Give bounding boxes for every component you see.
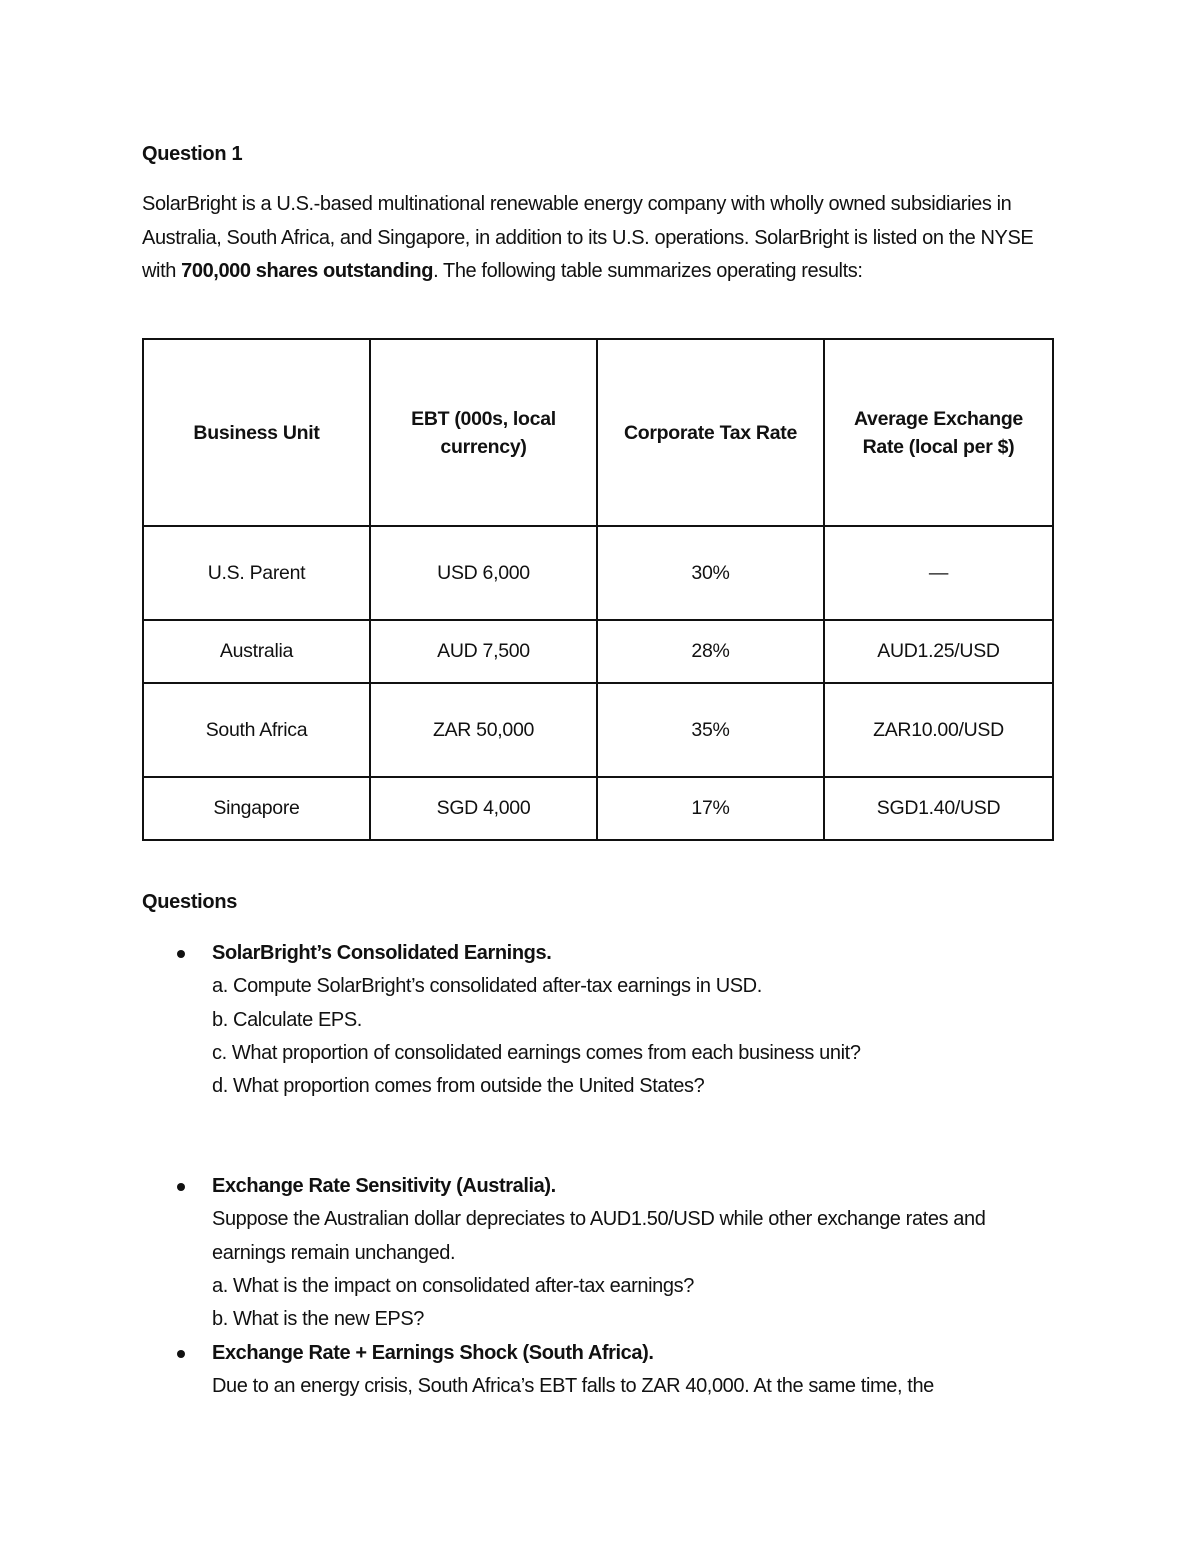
question-line: b. What is the new EPS? (212, 1308, 425, 1331)
cell-ebt: ZAR 50,000 (370, 683, 597, 777)
header-business-unit: Business Unit (143, 339, 370, 526)
bullet-icon (177, 1183, 185, 1191)
table-header-row (143, 339, 1053, 526)
question-line: Due to an energy crisis, South Africa’s EBT falls to ZAR 40,000. At the same time, the (212, 1375, 934, 1398)
cell-tax: 30% (597, 526, 824, 620)
cell-fx: AUD1.25/USD (824, 620, 1053, 683)
cell-ebt: SGD 4,000 (370, 777, 597, 840)
bullet-icon (177, 1350, 185, 1358)
cell-tax: 35% (597, 683, 824, 777)
cell-fx: SGD1.40/USD (824, 777, 1053, 840)
question-line: d. What proportion comes from outside the United States? (212, 1075, 705, 1098)
cell-unit: Singapore (143, 777, 370, 840)
question-line: Suppose the Australian dollar depreciates to AUD1.50/USD while other exchange rates and earnings remain unchanged. (212, 1208, 986, 1264)
question-list-item (142, 937, 1052, 1103)
question-line: a. What is the impact on consolidated after-tax earnings? (212, 1274, 694, 1297)
question-line: b. Calculate EPS. (212, 1008, 362, 1031)
cell-unit: Australia (143, 620, 370, 683)
table-row (143, 620, 1053, 683)
table-row (143, 777, 1053, 840)
intro-text-2: . The following table summarizes operating results: (433, 260, 863, 282)
table-row (143, 526, 1053, 620)
cell-tax: 17% (597, 777, 824, 840)
cell-tax: 28% (597, 620, 824, 683)
questions-heading: Questions (142, 891, 238, 913)
question-list-item (142, 1337, 1052, 1404)
header-tax-rate: Corporate Tax Rate (597, 339, 824, 526)
question-heading: Exchange Rate Sensitivity (Australia). (212, 1175, 556, 1197)
cell-fx: — (824, 526, 1053, 620)
header-ebt: EBT (000s, local currency) (370, 339, 597, 526)
question-title: Question 1 (142, 143, 243, 165)
question-line: a. Compute SolarBright’s consolidated after-tax earnings in USD. (212, 975, 762, 998)
operating-results-table (142, 338, 1054, 841)
cell-unit: South Africa (143, 683, 370, 777)
bullet-icon (177, 950, 185, 958)
question-heading: SolarBright’s Consolidated Earnings. (212, 942, 552, 964)
intro-text-1: SolarBright is a U.S.-based multinational renewable energy company with wholly owned subsidiaries in Australia, South Africa, and Singapore, in addition to its U.S. operations. SolarBright is listed on the NYSE with (142, 193, 1034, 282)
question-heading: Exchange Rate + Earnings Shock (South Africa). (212, 1342, 654, 1364)
question-list-item (142, 1170, 1052, 1336)
intro-paragraph (142, 188, 1047, 289)
shares-outstanding-bold: 700,000 shares outstanding (181, 260, 434, 282)
cell-ebt: AUD 7,500 (370, 620, 597, 683)
table-row (143, 683, 1053, 777)
cell-ebt: USD 6,000 (370, 526, 597, 620)
question-line: c. What proportion of consolidated earnings comes from each business unit? (212, 1041, 861, 1064)
header-exchange-rate: Average Exchange Rate (local per $) (824, 339, 1053, 526)
cell-unit: U.S. Parent (143, 526, 370, 620)
cell-fx: ZAR10.00/USD (824, 683, 1053, 777)
